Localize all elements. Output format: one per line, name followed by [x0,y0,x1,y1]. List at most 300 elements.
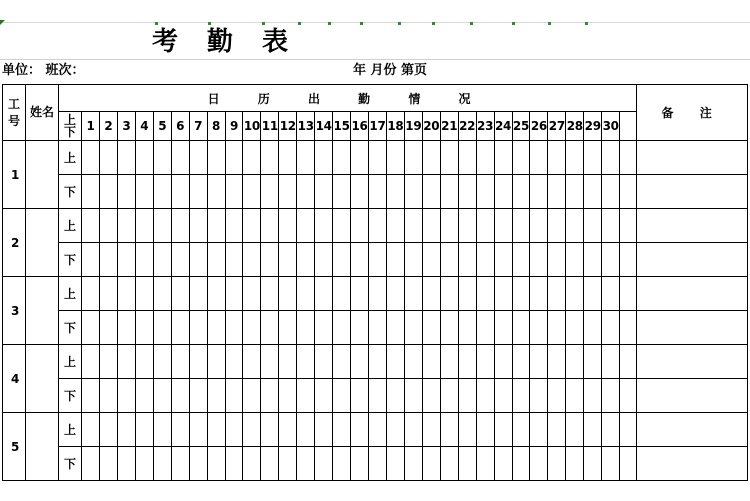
attendance-cell[interactable] [548,209,566,243]
attendance-cell[interactable] [297,379,315,413]
attendance-cell[interactable] [476,277,494,311]
attendance-cell[interactable] [602,447,620,481]
attendance-cell[interactable] [297,277,315,311]
attendance-cell[interactable] [153,243,171,277]
attendance-cell[interactable] [386,209,404,243]
attendance-cell[interactable] [153,277,171,311]
attendance-cell[interactable] [243,413,261,447]
attendance-cell[interactable] [171,243,189,277]
attendance-cell[interactable] [422,243,440,277]
attendance-cell[interactable] [404,209,422,243]
attendance-cell[interactable] [620,243,637,277]
attendance-cell[interactable] [243,141,261,175]
attendance-cell[interactable] [333,345,351,379]
attendance-cell[interactable] [476,379,494,413]
attendance-cell[interactable] [351,379,369,413]
attendance-cell[interactable] [207,413,225,447]
attendance-cell[interactable] [422,413,440,447]
attendance-cell[interactable] [494,175,512,209]
attendance-cell[interactable] [512,345,530,379]
attendance-cell[interactable] [584,379,602,413]
attendance-cell[interactable] [476,413,494,447]
attendance-cell[interactable] [171,379,189,413]
attendance-cell[interactable] [99,413,117,447]
attendance-cell[interactable] [602,175,620,209]
attendance-cell[interactable] [315,175,333,209]
attendance-cell[interactable] [279,277,297,311]
attendance-cell[interactable] [315,311,333,345]
remark-cell[interactable] [637,175,748,209]
attendance-cell[interactable] [494,447,512,481]
attendance-cell[interactable] [279,413,297,447]
attendance-cell[interactable] [494,209,512,243]
attendance-cell[interactable] [315,345,333,379]
attendance-cell[interactable] [620,209,637,243]
remark-cell[interactable] [637,277,748,311]
attendance-cell[interactable] [297,209,315,243]
attendance-cell[interactable] [512,379,530,413]
attendance-cell[interactable] [117,379,135,413]
attendance-cell[interactable] [261,243,279,277]
attendance-cell[interactable] [207,209,225,243]
attendance-cell[interactable] [82,379,100,413]
remark-cell[interactable] [637,209,748,243]
attendance-cell[interactable] [369,413,387,447]
attendance-cell[interactable] [279,175,297,209]
attendance-cell[interactable] [153,311,171,345]
attendance-cell[interactable] [99,447,117,481]
remark-cell[interactable] [637,413,748,447]
attendance-cell[interactable] [297,345,315,379]
attendance-cell[interactable] [584,447,602,481]
attendance-cell[interactable] [566,345,584,379]
attendance-cell[interactable] [584,277,602,311]
attendance-cell[interactable] [261,209,279,243]
attendance-cell[interactable] [315,209,333,243]
attendance-cell[interactable] [153,175,171,209]
attendance-cell[interactable] [620,311,637,345]
attendance-cell[interactable] [476,243,494,277]
attendance-cell[interactable] [261,447,279,481]
attendance-cell[interactable] [171,345,189,379]
attendance-cell[interactable] [369,175,387,209]
attendance-cell[interactable] [458,277,476,311]
attendance-cell[interactable] [369,379,387,413]
attendance-cell[interactable] [386,175,404,209]
attendance-cell[interactable] [620,447,637,481]
attendance-cell[interactable] [494,379,512,413]
attendance-cell[interactable] [243,243,261,277]
attendance-cell[interactable] [530,311,548,345]
attendance-cell[interactable] [135,277,153,311]
attendance-cell[interactable] [99,311,117,345]
attendance-cell[interactable] [440,277,458,311]
attendance-cell[interactable] [261,345,279,379]
attendance-cell[interactable] [261,379,279,413]
attendance-cell[interactable] [279,243,297,277]
attendance-cell[interactable] [315,243,333,277]
attendance-cell[interactable] [351,277,369,311]
attendance-cell[interactable] [584,413,602,447]
attendance-cell[interactable] [171,413,189,447]
attendance-cell[interactable] [225,209,243,243]
attendance-cell[interactable] [117,175,135,209]
attendance-cell[interactable] [422,379,440,413]
attendance-cell[interactable] [243,277,261,311]
attendance-cell[interactable] [279,379,297,413]
attendance-cell[interactable] [135,311,153,345]
attendance-cell[interactable] [207,243,225,277]
attendance-cell[interactable] [584,311,602,345]
attendance-cell[interactable] [189,175,207,209]
attendance-cell[interactable] [369,447,387,481]
attendance-cell[interactable] [351,209,369,243]
attendance-cell[interactable] [530,175,548,209]
attendance-cell[interactable] [279,209,297,243]
attendance-cell[interactable] [333,209,351,243]
attendance-cell[interactable] [458,141,476,175]
attendance-cell[interactable] [494,243,512,277]
attendance-cell[interactable] [620,379,637,413]
attendance-cell[interactable] [404,141,422,175]
attendance-cell[interactable] [189,141,207,175]
attendance-cell[interactable] [458,243,476,277]
attendance-cell[interactable] [584,141,602,175]
attendance-cell[interactable] [135,345,153,379]
attendance-cell[interactable] [548,175,566,209]
attendance-cell[interactable] [153,447,171,481]
attendance-cell[interactable] [279,141,297,175]
attendance-cell[interactable] [548,379,566,413]
attendance-cell[interactable] [261,141,279,175]
attendance-cell[interactable] [386,243,404,277]
attendance-cell[interactable] [333,447,351,481]
attendance-cell[interactable] [82,209,100,243]
attendance-cell[interactable] [566,209,584,243]
attendance-cell[interactable] [82,175,100,209]
attendance-cell[interactable] [386,447,404,481]
attendance-cell[interactable] [369,277,387,311]
attendance-cell[interactable] [225,379,243,413]
attendance-cell[interactable] [189,277,207,311]
attendance-cell[interactable] [243,311,261,345]
attendance-cell[interactable] [440,413,458,447]
attendance-cell[interactable] [99,243,117,277]
attendance-cell[interactable] [440,447,458,481]
attendance-cell[interactable] [189,413,207,447]
attendance-cell[interactable] [566,277,584,311]
attendance-cell[interactable] [566,243,584,277]
attendance-cell[interactable] [171,447,189,481]
attendance-cell[interactable] [602,311,620,345]
attendance-cell[interactable] [440,141,458,175]
attendance-cell[interactable] [476,141,494,175]
attendance-cell[interactable] [440,175,458,209]
attendance-cell[interactable] [422,345,440,379]
attendance-cell[interactable] [82,311,100,345]
attendance-cell[interactable] [225,345,243,379]
attendance-cell[interactable] [207,175,225,209]
attendance-cell[interactable] [117,413,135,447]
attendance-cell[interactable] [315,447,333,481]
attendance-cell[interactable] [82,141,100,175]
attendance-cell[interactable] [422,447,440,481]
attendance-cell[interactable] [512,243,530,277]
attendance-cell[interactable] [171,209,189,243]
attendance-cell[interactable] [351,447,369,481]
attendance-cell[interactable] [117,141,135,175]
attendance-cell[interactable] [404,413,422,447]
attendance-cell[interactable] [530,379,548,413]
attendance-cell[interactable] [315,141,333,175]
attendance-cell[interactable] [135,141,153,175]
attendance-cell[interactable] [207,447,225,481]
attendance-cell[interactable] [243,209,261,243]
attendance-cell[interactable] [386,311,404,345]
attendance-cell[interactable] [243,379,261,413]
attendance-cell[interactable] [99,141,117,175]
attendance-cell[interactable] [117,243,135,277]
remark-cell[interactable] [637,243,748,277]
attendance-cell[interactable] [153,345,171,379]
attendance-cell[interactable] [243,447,261,481]
attendance-cell[interactable] [99,345,117,379]
attendance-cell[interactable] [207,379,225,413]
attendance-cell[interactable] [386,345,404,379]
attendance-cell[interactable] [422,141,440,175]
remark-cell[interactable] [637,141,748,175]
attendance-cell[interactable] [279,447,297,481]
attendance-cell[interactable] [548,447,566,481]
attendance-cell[interactable] [333,379,351,413]
attendance-cell[interactable] [440,209,458,243]
remark-cell[interactable] [637,311,748,345]
attendance-cell[interactable] [351,141,369,175]
attendance-cell[interactable] [243,345,261,379]
attendance-cell[interactable] [261,413,279,447]
attendance-cell[interactable] [207,141,225,175]
attendance-cell[interactable] [135,413,153,447]
attendance-cell[interactable] [333,175,351,209]
attendance-cell[interactable] [476,447,494,481]
attendance-cell[interactable] [82,413,100,447]
attendance-cell[interactable] [530,447,548,481]
attendance-cell[interactable] [530,413,548,447]
attendance-cell[interactable] [584,243,602,277]
attendance-cell[interactable] [548,345,566,379]
attendance-cell[interactable] [530,243,548,277]
attendance-cell[interactable] [351,243,369,277]
attendance-cell[interactable] [548,311,566,345]
attendance-cell[interactable] [243,175,261,209]
attendance-cell[interactable] [117,447,135,481]
attendance-cell[interactable] [225,175,243,209]
attendance-cell[interactable] [225,413,243,447]
attendance-cell[interactable] [422,209,440,243]
attendance-cell[interactable] [494,141,512,175]
attendance-cell[interactable] [135,209,153,243]
attendance-cell[interactable] [153,379,171,413]
attendance-cell[interactable] [386,379,404,413]
attendance-cell[interactable] [458,379,476,413]
attendance-cell[interactable] [351,311,369,345]
attendance-cell[interactable] [476,175,494,209]
attendance-cell[interactable] [297,175,315,209]
attendance-cell[interactable] [171,175,189,209]
attendance-cell[interactable] [404,243,422,277]
attendance-cell[interactable] [404,311,422,345]
attendance-cell[interactable] [297,311,315,345]
attendance-cell[interactable] [422,175,440,209]
attendance-cell[interactable] [512,175,530,209]
attendance-cell[interactable] [369,209,387,243]
attendance-cell[interactable] [315,413,333,447]
attendance-cell[interactable] [117,277,135,311]
attendance-cell[interactable] [171,311,189,345]
attendance-cell[interactable] [512,447,530,481]
attendance-cell[interactable] [422,277,440,311]
attendance-cell[interactable] [297,141,315,175]
attendance-cell[interactable] [225,447,243,481]
attendance-cell[interactable] [189,243,207,277]
attendance-cell[interactable] [261,175,279,209]
employee-name-cell[interactable] [26,141,59,209]
employee-name-cell[interactable] [26,413,59,481]
attendance-cell[interactable] [225,243,243,277]
attendance-cell[interactable] [171,277,189,311]
attendance-cell[interactable] [476,209,494,243]
attendance-cell[interactable] [584,209,602,243]
attendance-cell[interactable] [494,413,512,447]
attendance-cell[interactable] [512,141,530,175]
attendance-cell[interactable] [458,175,476,209]
attendance-cell[interactable] [351,413,369,447]
attendance-cell[interactable] [171,141,189,175]
attendance-cell[interactable] [548,277,566,311]
attendance-cell[interactable] [386,277,404,311]
attendance-cell[interactable] [422,311,440,345]
attendance-cell[interactable] [225,141,243,175]
attendance-cell[interactable] [548,413,566,447]
attendance-cell[interactable] [189,345,207,379]
attendance-cell[interactable] [602,141,620,175]
attendance-cell[interactable] [99,379,117,413]
attendance-cell[interactable] [369,311,387,345]
attendance-cell[interactable] [602,277,620,311]
attendance-cell[interactable] [440,379,458,413]
attendance-cell[interactable] [476,345,494,379]
attendance-cell[interactable] [494,345,512,379]
attendance-cell[interactable] [117,209,135,243]
attendance-cell[interactable] [189,311,207,345]
attendance-cell[interactable] [279,311,297,345]
attendance-cell[interactable] [351,345,369,379]
attendance-cell[interactable] [207,277,225,311]
attendance-cell[interactable] [333,413,351,447]
attendance-cell[interactable] [315,277,333,311]
attendance-cell[interactable] [620,345,637,379]
attendance-cell[interactable] [117,345,135,379]
attendance-cell[interactable] [458,311,476,345]
attendance-cell[interactable] [602,243,620,277]
attendance-cell[interactable] [602,345,620,379]
attendance-cell[interactable] [153,413,171,447]
attendance-cell[interactable] [135,379,153,413]
attendance-cell[interactable] [189,379,207,413]
attendance-cell[interactable] [458,345,476,379]
attendance-cell[interactable] [566,413,584,447]
attendance-cell[interactable] [404,175,422,209]
attendance-cell[interactable] [548,243,566,277]
attendance-cell[interactable] [404,447,422,481]
attendance-cell[interactable] [369,243,387,277]
attendance-cell[interactable] [135,447,153,481]
attendance-cell[interactable] [297,413,315,447]
attendance-cell[interactable] [494,277,512,311]
attendance-cell[interactable] [602,209,620,243]
attendance-cell[interactable] [584,345,602,379]
attendance-cell[interactable] [512,277,530,311]
attendance-cell[interactable] [386,413,404,447]
attendance-cell[interactable] [99,175,117,209]
attendance-cell[interactable] [512,311,530,345]
attendance-cell[interactable] [333,311,351,345]
attendance-cell[interactable] [458,447,476,481]
attendance-cell[interactable] [207,311,225,345]
attendance-cell[interactable] [566,311,584,345]
attendance-cell[interactable] [512,209,530,243]
attendance-cell[interactable] [548,141,566,175]
attendance-cell[interactable] [225,311,243,345]
attendance-cell[interactable] [458,413,476,447]
attendance-cell[interactable] [333,243,351,277]
attendance-cell[interactable] [153,141,171,175]
attendance-cell[interactable] [602,413,620,447]
attendance-cell[interactable] [404,277,422,311]
employee-name-cell[interactable] [26,277,59,345]
attendance-cell[interactable] [82,447,100,481]
attendance-cell[interactable] [333,141,351,175]
attendance-cell[interactable] [82,277,100,311]
attendance-cell[interactable] [620,175,637,209]
attendance-cell[interactable] [620,413,637,447]
attendance-cell[interactable] [404,345,422,379]
attendance-cell[interactable] [315,379,333,413]
attendance-cell[interactable] [189,209,207,243]
attendance-cell[interactable] [620,277,637,311]
attendance-cell[interactable] [386,141,404,175]
attendance-cell[interactable] [494,311,512,345]
attendance-cell[interactable] [153,209,171,243]
attendance-cell[interactable] [476,311,494,345]
attendance-cell[interactable] [566,379,584,413]
attendance-cell[interactable] [279,345,297,379]
employee-name-cell[interactable] [26,345,59,413]
attendance-cell[interactable] [530,277,548,311]
attendance-cell[interactable] [566,447,584,481]
attendance-cell[interactable] [530,345,548,379]
attendance-cell[interactable] [369,345,387,379]
attendance-cell[interactable] [117,311,135,345]
remark-cell[interactable] [637,379,748,413]
attendance-cell[interactable] [135,243,153,277]
attendance-cell[interactable] [566,175,584,209]
attendance-cell[interactable] [261,311,279,345]
attendance-cell[interactable] [440,345,458,379]
attendance-cell[interactable] [440,243,458,277]
attendance-cell[interactable] [99,209,117,243]
employee-name-cell[interactable] [26,209,59,277]
